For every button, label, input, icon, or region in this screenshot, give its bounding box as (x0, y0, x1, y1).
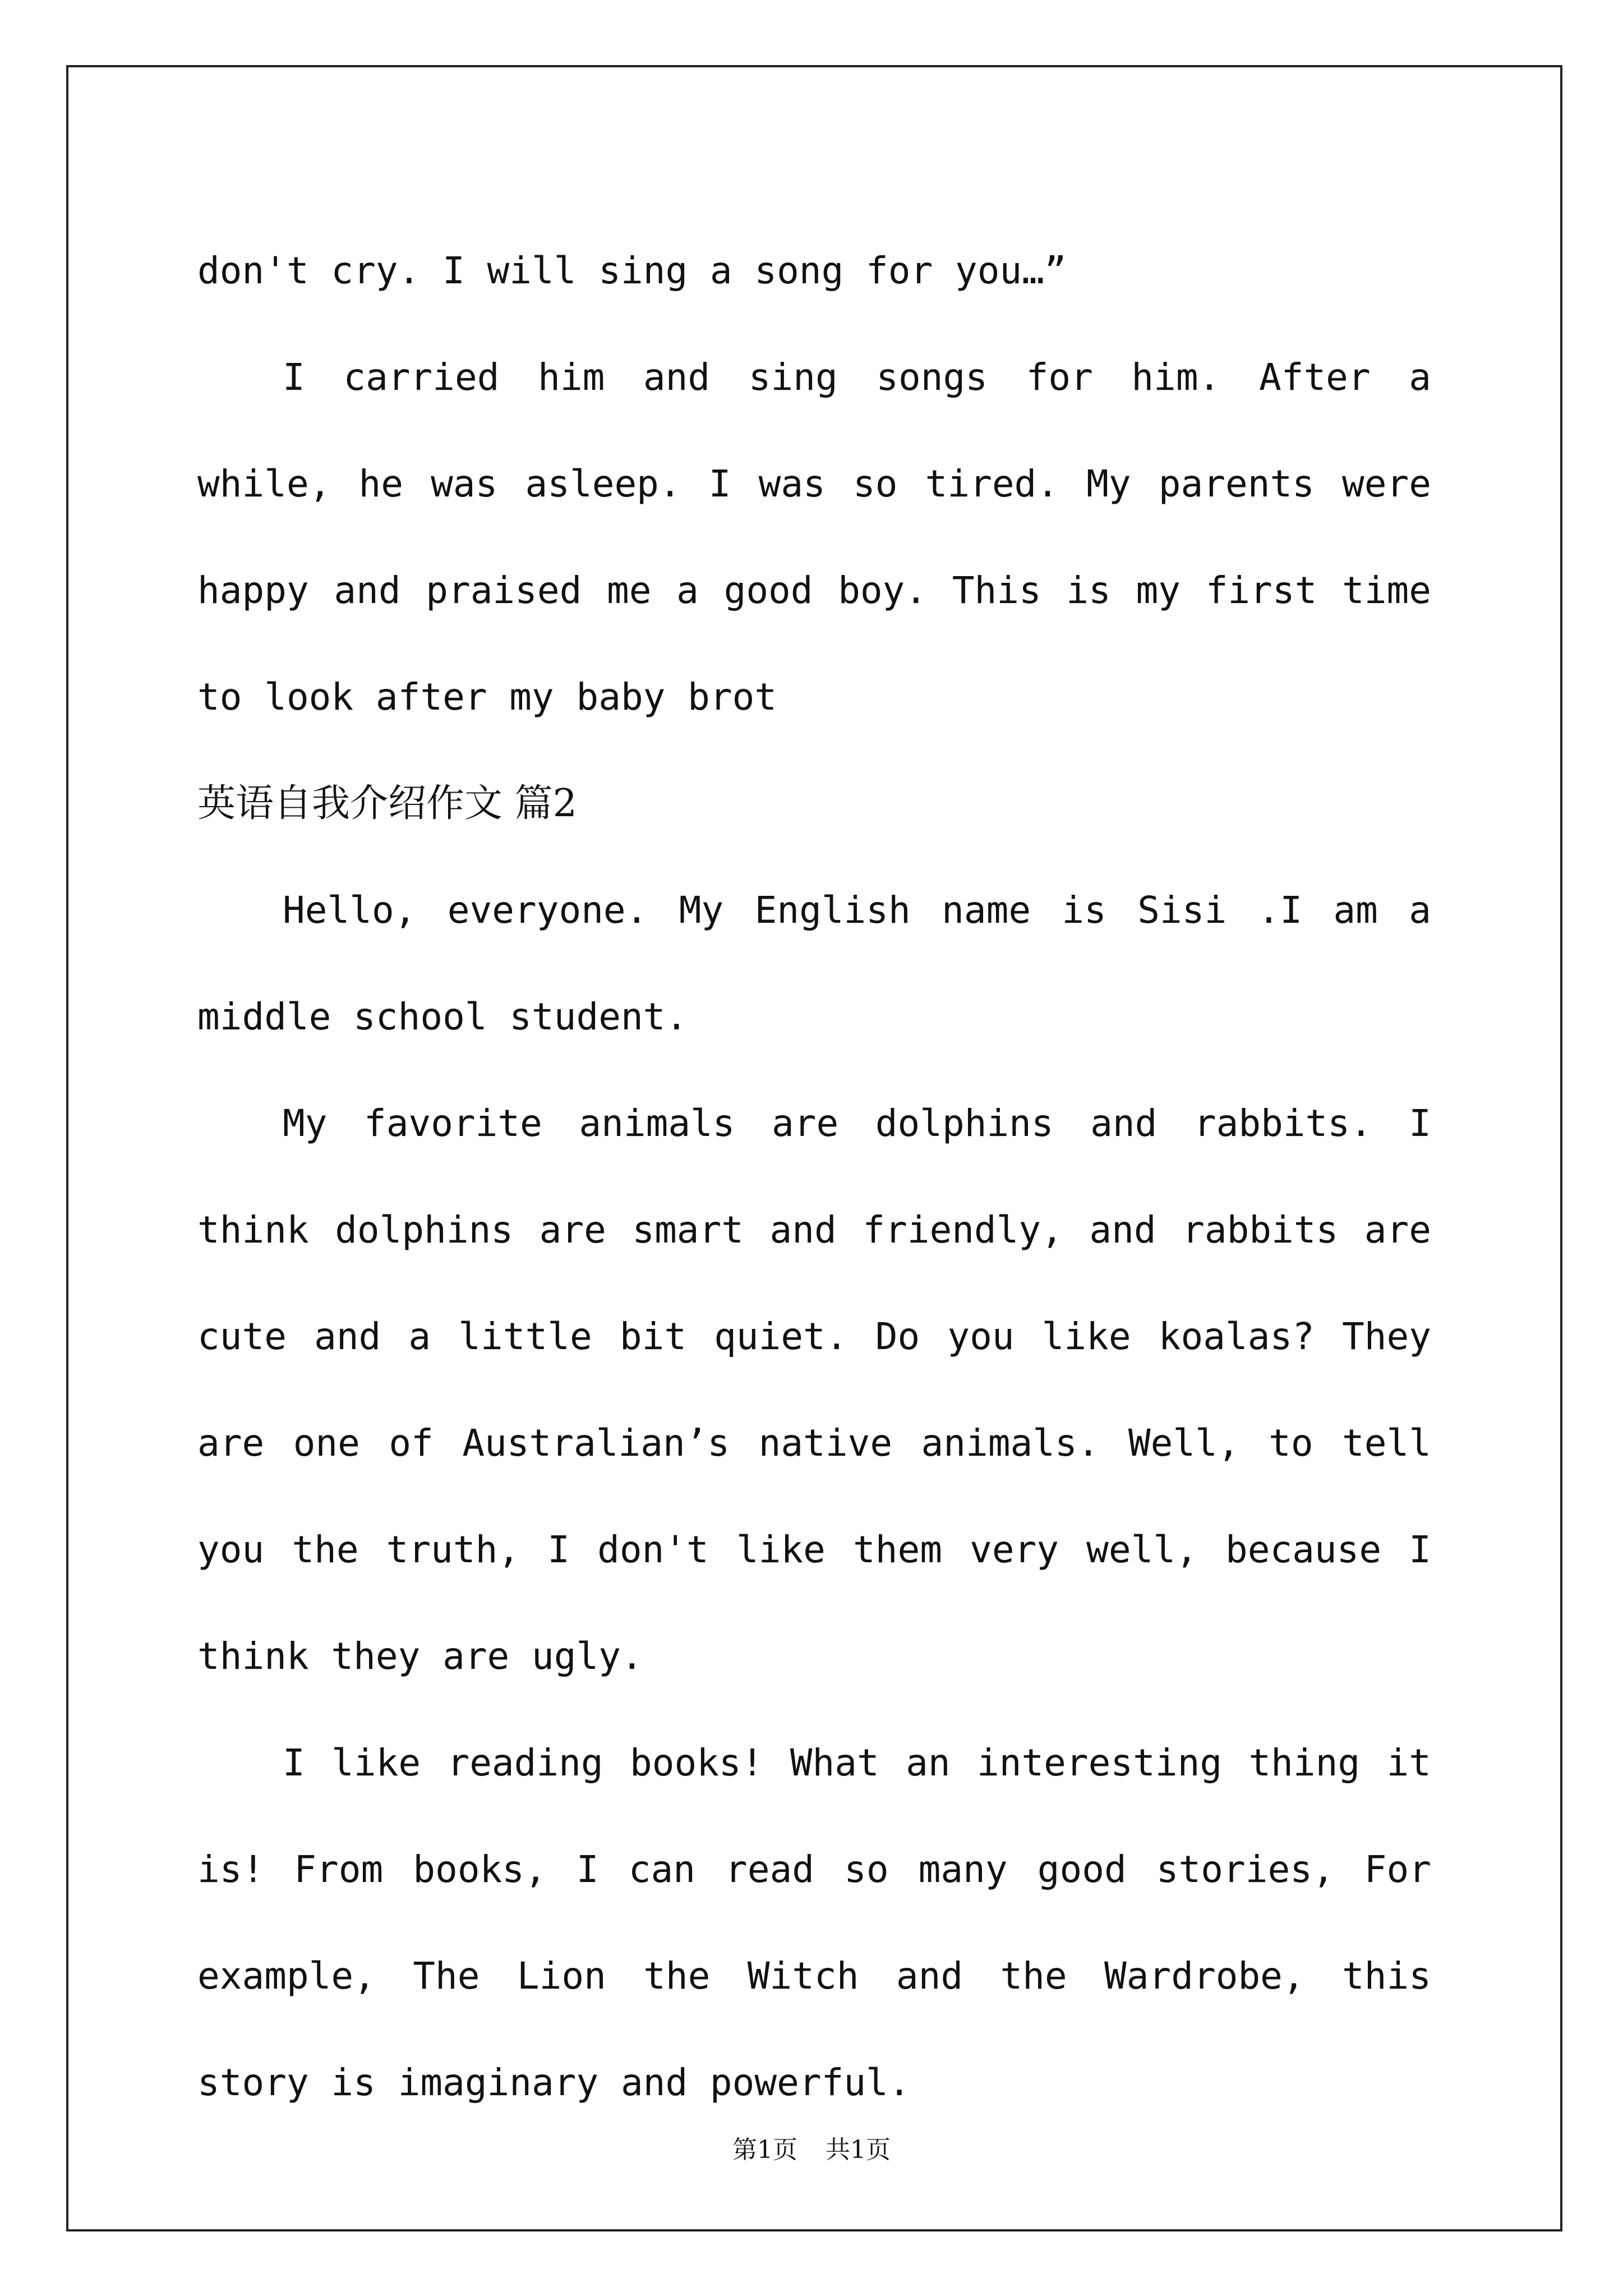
paragraph-5: I like reading books! What an interesting thing it is! From books, I can read so many good stories, For example, The Lion the Witch and the Wardrobe, this story is imaginary and powerful. (197, 1741, 1431, 2104)
section-heading: 英语自我介绍作文 篇2 (197, 781, 577, 826)
paragraph-2: I carried him and sing songs for him. After a while, he was asleep. I was so tired. My parents were happy and praised me a good boy. This is my first time to look after my baby brot (197, 356, 1431, 719)
paragraph-1: don't cry. I will sing a song for you…” (197, 249, 1067, 292)
paragraph-4: My favorite animals are dolphins and rabbits. I think dolphins are smart and friendly, and rabbits are cute and a little bit quiet. Do you like koalas? They are one of Australian’s native animals. Well, to tell you the truth, I don't like them very well, because I think they are ugly. (197, 1102, 1431, 1678)
page-footer (0, 2129, 1623, 2165)
document-body (197, 218, 1431, 2136)
page-number-total: 共1页 (826, 2136, 891, 2164)
paragraph-3: Hello, everyone. My English name is Sisi .I am a middle school student. (197, 889, 1431, 1038)
page-number-current: 第1页 (732, 2136, 797, 2164)
